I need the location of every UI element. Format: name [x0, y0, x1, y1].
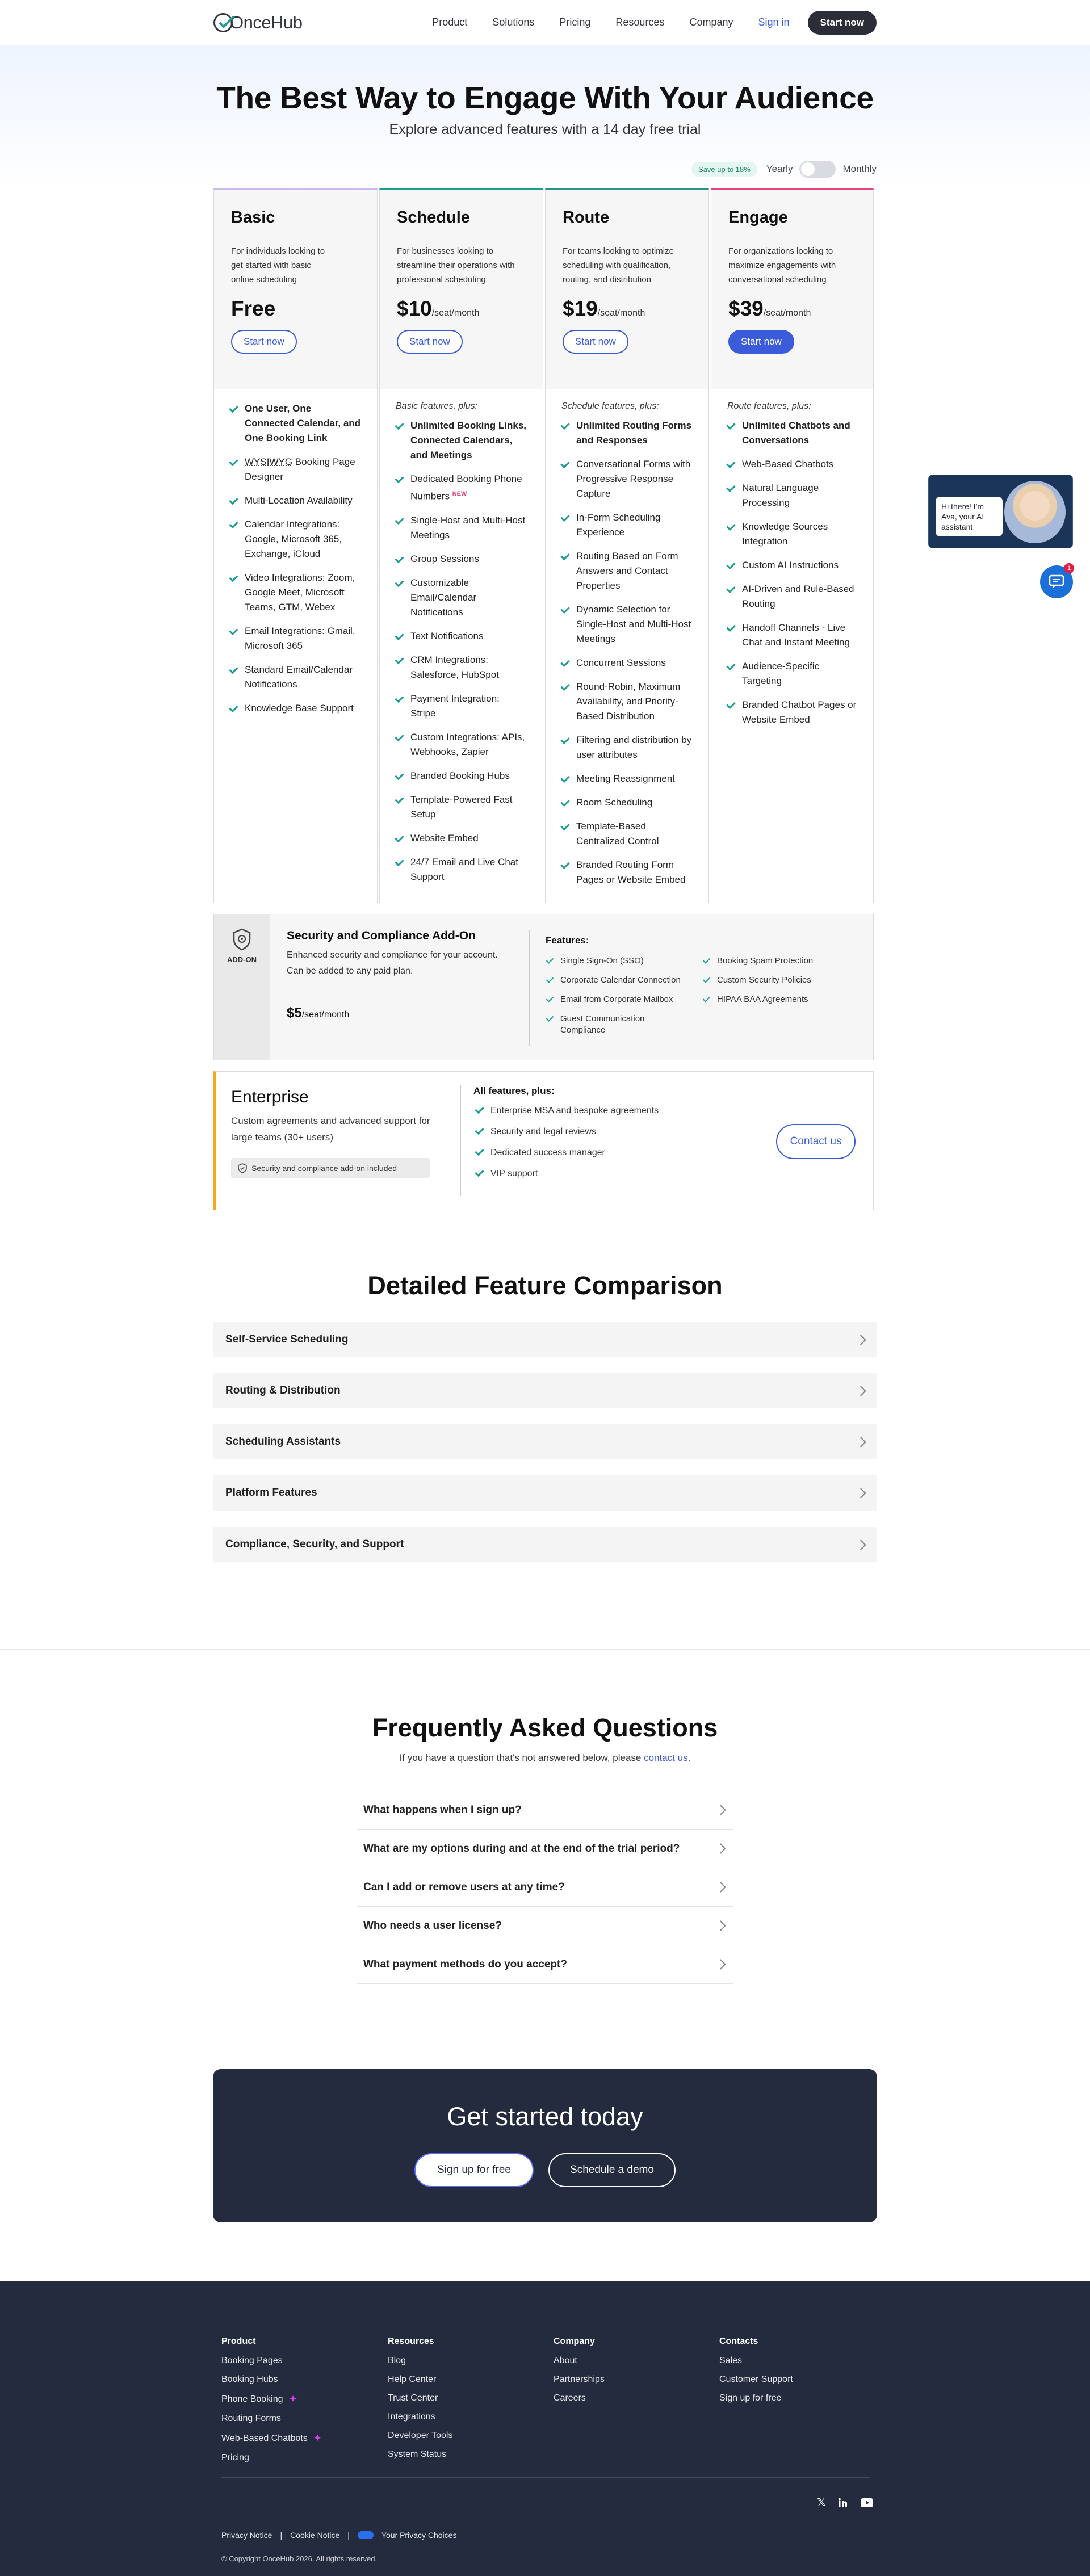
addon-title: Security and Compliance Add-On	[287, 929, 476, 942]
notification-badge: 1	[1064, 563, 1074, 573]
feature-text: Dedicated Booking Phone Numbers	[410, 473, 522, 502]
addon-features-title: Features:	[546, 935, 589, 946]
enterprise-feature: Enterprise MSA and bespoke agreements	[473, 1105, 756, 1117]
price-value: $19	[563, 297, 598, 320]
feature-item: Web-Based Chatbots	[727, 457, 857, 472]
assistant-avatar	[1004, 481, 1066, 543]
feature-item: Video Integrations: Zoom, Google Meet, Microsoft Teams, GTM, Webex	[230, 570, 361, 615]
feature-item: Multi-Location Availability	[230, 493, 361, 508]
enterprise-badge-text: Security and compliance add-on included	[251, 1164, 397, 1173]
feature-item: Room Scheduling	[561, 795, 693, 810]
plan-description: For organizations looking to maximize engagements with conversational scheduling	[728, 246, 836, 284]
footer-link[interactable]: Developer Tools	[388, 2431, 453, 2440]
faq-question: What happens when I sign up?	[363, 1803, 522, 1816]
footer-link[interactable]: Careers	[554, 2393, 586, 2403]
plan-name: Schedule	[397, 208, 470, 226]
footer	[0, 2281, 1090, 2576]
privacy-notice-link[interactable]: Privacy Notice	[221, 2531, 272, 2540]
footer-link[interactable]: Sign up for free	[719, 2393, 782, 2403]
nav-pricing[interactable]: Pricing	[559, 16, 591, 28]
feature-item: Single-Host and Multi-Host Meetings	[396, 513, 527, 543]
chevron-right-icon	[856, 1488, 866, 1498]
feature-item: Customizable Email/Calendar Notifications	[396, 576, 527, 620]
feature-item: Website Embed	[396, 831, 527, 846]
footer-link[interactable]: System Status	[388, 2449, 447, 2459]
feature-item: WYSIWYG Booking Page Designer	[230, 455, 361, 484]
addon-feature: HIPAA BAA Agreements	[702, 994, 850, 1005]
chevron-right-icon	[715, 1843, 726, 1853]
chevron-right-icon	[715, 1920, 726, 1931]
start-now-button[interactable]: Start now	[728, 330, 794, 354]
plan-header	[380, 190, 543, 389]
footer-link-text: Booking Hubs	[221, 2374, 278, 2384]
footer-link[interactable]: Sales	[719, 2356, 743, 2365]
plan-price	[397, 297, 526, 321]
price-unit: /seat/month	[597, 308, 645, 318]
social-links	[817, 2497, 873, 2508]
accordion-label: Compliance, Security, and Support	[225, 1538, 404, 1550]
footer-link[interactable]	[221, 2453, 322, 2463]
logo[interactable]	[213, 12, 302, 33]
plan-description: For businesses looking to streamline their operations with professional scheduling	[397, 246, 515, 284]
addon-feature: Booking Spam Protection	[702, 955, 850, 967]
chevron-right-icon	[715, 1805, 726, 1815]
yearly-label[interactable]: Yearly	[766, 163, 793, 174]
accordion-label: Routing & Distribution	[225, 1385, 341, 1396]
plan-features	[546, 389, 708, 909]
addon-price	[287, 1005, 512, 1021]
feature-item: CRM Integrations: Salesforce, HubSpot	[396, 653, 527, 682]
addon-feature: Corporate Calendar Connection	[546, 975, 702, 986]
contact-us-button[interactable]: Contact us	[776, 1124, 856, 1159]
price-unit: /seat/month	[431, 308, 480, 318]
plan-description: For teams looking to optimize scheduling with qualification, routing, and distribution	[563, 246, 674, 284]
faq-question: What payment methods do you accept?	[363, 1958, 567, 1970]
nav-resources[interactable]: Resources	[615, 16, 665, 28]
feature-item: Dynamic Selection for Single-Host and Multi-Host Meetings	[561, 602, 693, 647]
privacy-choices-link[interactable]: Your Privacy Choices	[381, 2531, 457, 2540]
addon-feature: Guest Communication Compliance	[546, 1013, 659, 1036]
youtube-icon[interactable]	[861, 2498, 873, 2507]
plan-intro: Basic features, plus:	[396, 401, 478, 411]
plan-name: Route	[563, 208, 610, 226]
chat-icon	[1049, 574, 1064, 589]
addon-price-value: $5	[287, 1005, 302, 1021]
feature-item: AI-Driven and Rule-Based Routing	[727, 582, 857, 611]
plan-price	[231, 297, 360, 321]
plan-header	[711, 190, 873, 389]
save-badge: Save up to 18%	[691, 162, 757, 177]
faq-item[interactable]	[357, 1830, 733, 1868]
privacy-choices-icon	[358, 2531, 374, 2539]
plan-features	[380, 389, 543, 906]
feature-item: Custom Integrations: APIs, Webhooks, Zapier	[396, 730, 527, 760]
footer-link-text: Phone Booking	[221, 2394, 283, 2404]
footer-column-contacts	[719, 2336, 793, 2412]
footer-link[interactable]: Blog	[388, 2356, 406, 2365]
nav-links	[432, 11, 877, 35]
footer-column-title: Resources	[388, 2336, 434, 2346]
copyright: © Copyright OnceHub 2026. All rights reserved.	[221, 2554, 378, 2563]
feature-item: Branded Booking Hubs	[396, 769, 527, 783]
start-now-button[interactable]: Start now	[231, 330, 297, 354]
chat-greeting-card[interactable]	[928, 475, 1073, 548]
enterprise-title: Enterprise	[231, 1088, 309, 1106]
accordion-label: Platform Features	[225, 1487, 317, 1499]
cta-buttons	[213, 2153, 877, 2187]
faq-item[interactable]	[357, 1907, 733, 1945]
chevron-right-icon	[856, 1386, 866, 1396]
wysiwyg-link[interactable]: WYSIWYG	[245, 456, 293, 467]
footer-link[interactable]: About	[554, 2356, 577, 2365]
footer-link[interactable]	[221, 2414, 322, 2424]
linkedin-icon[interactable]	[838, 2498, 848, 2508]
enterprise-main	[216, 1072, 460, 1210]
footer-column-title: Contacts	[719, 2336, 758, 2346]
feature-item: Knowledge Base Support	[230, 701, 361, 716]
x-icon[interactable]: 𝕏	[817, 2497, 825, 2508]
price-value: Free	[231, 297, 276, 320]
accordion-label: Scheduling Assistants	[225, 1436, 341, 1448]
plan-description: For individuals looking to get started with basic online scheduling	[231, 246, 325, 284]
comparison-title: Detailed Feature Comparison	[367, 1271, 723, 1300]
feature-item: Audience-Specific Targeting	[727, 659, 857, 689]
sparkle-icon: ✦	[313, 2432, 322, 2444]
footer-column-resources	[388, 2336, 452, 2468]
faq-question: What are my options during and at the end of the trial period?	[363, 1842, 680, 1855]
footer-link[interactable]	[221, 2356, 322, 2366]
feature-item: Branded Routing Form Pages or Website Embed	[561, 858, 693, 887]
chevron-right-icon	[856, 1539, 866, 1550]
page-title: The Best Way to Engage With Your Audience	[216, 80, 874, 115]
shield-icon	[232, 928, 251, 951]
feature-item: Group Sessions	[396, 552, 527, 567]
feature-item: Round-Robin, Maximum Availability, and Priority-Based Distribution	[561, 679, 693, 724]
enterprise-card	[213, 1071, 874, 1210]
shield-icon	[238, 1163, 247, 1173]
feature-item: Template-Based Centralized Control	[561, 819, 693, 849]
feature-item: Natural Language Processing	[727, 481, 857, 510]
addon-label: ADD-ON	[227, 955, 257, 964]
faq-subtitle	[0, 1752, 1090, 1764]
top-nav	[0, 0, 1090, 45]
feature-item: Meeting Reassignment	[561, 771, 693, 786]
comparison-accordion-item[interactable]	[213, 1424, 877, 1459]
feature-item: Text Notifications	[396, 629, 527, 644]
start-now-button[interactable]: Start now	[563, 330, 628, 354]
faq-item[interactable]	[357, 1945, 733, 1984]
addon-features	[529, 930, 847, 1046]
cta-title: Get started today	[447, 2102, 643, 2131]
pricing-plans	[213, 188, 874, 903]
plan-route	[545, 188, 709, 903]
footer-link[interactable]: Partnerships	[554, 2374, 605, 2384]
faq-sub-text: If you have a question that's not answered below, please	[399, 1752, 644, 1763]
plan-header	[546, 190, 708, 389]
chevron-right-icon	[715, 1882, 726, 1892]
feature-item: 24/7 Email and Live Chat Support	[396, 855, 527, 884]
plan-schedule	[379, 188, 543, 903]
addon-price-unit: /seat/month	[301, 1010, 350, 1020]
billing-toggle	[691, 161, 877, 178]
footer-link-text: Booking Pages	[221, 2356, 283, 2365]
footer-divider	[221, 2477, 870, 2478]
sign-in-link[interactable]: Sign in	[758, 16, 790, 28]
comparison-accordion-item[interactable]	[213, 1373, 877, 1408]
new-badge: NEW	[452, 490, 467, 497]
footer-link[interactable]: Help Center	[388, 2374, 437, 2384]
addon-feature: Email from Corporate Mailbox	[546, 994, 702, 1005]
comparison-accordion-item[interactable]	[213, 1527, 877, 1562]
feature-item: Handoff Channels - Live Chat and Instant Meeting	[727, 620, 857, 650]
plan-intro: Schedule features, plus:	[561, 401, 659, 411]
plan-features	[214, 389, 377, 737]
footer-legal	[221, 2531, 456, 2540]
feature-item: Payment Integration: Stripe	[396, 691, 527, 721]
feature-item: In-Form Scheduling Experience	[561, 510, 693, 540]
faq-title: Frequently Asked Questions	[372, 1713, 718, 1742]
footer-link[interactable]: Customer Support	[719, 2374, 793, 2384]
footer-link[interactable]: Trust Center	[388, 2393, 438, 2403]
separator: |	[347, 2531, 350, 2540]
plan-header	[214, 190, 377, 389]
addon-feature: Single Sign-On (SSO)	[546, 955, 702, 967]
price-value: $10	[397, 297, 432, 320]
logo-check-icon	[213, 13, 233, 32]
comparison-accordion-item[interactable]	[213, 1475, 877, 1511]
chevron-right-icon	[856, 1335, 866, 1345]
enterprise-feature: Security and legal reviews	[473, 1126, 756, 1138]
feature-item: Branded Chatbot Pages or Website Embed	[727, 698, 857, 727]
footer-link-text: Pricing	[221, 2453, 249, 2462]
plan-price	[728, 297, 856, 321]
enterprise-badge	[231, 1158, 430, 1178]
plan-features	[711, 389, 873, 749]
plan-basic	[213, 188, 378, 903]
accordion-label: Self-Service Scheduling	[225, 1333, 349, 1345]
footer-column-product	[221, 2336, 322, 2472]
footer-link[interactable]: Integrations	[388, 2412, 435, 2422]
footer-column-title: Product	[221, 2336, 256, 2346]
nav-product[interactable]: Product	[432, 16, 468, 28]
feature-item: Custom AI Instructions	[727, 558, 857, 573]
footer-link[interactable]	[221, 2374, 322, 2385]
chat-bubble: Hi there! I'm Ava, your AI assistant	[936, 497, 1003, 536]
feature-item: Knowledge Sources Integration	[727, 519, 857, 549]
plan-name: Basic	[231, 208, 275, 226]
enterprise-features	[460, 1085, 756, 1196]
faq-item[interactable]	[357, 1868, 733, 1907]
chevron-right-icon	[715, 1959, 726, 1969]
price-unit: /seat/month	[763, 308, 811, 318]
footer-link-text: Web-Based Chatbots	[221, 2433, 308, 2443]
nav-solutions[interactable]: Solutions	[492, 16, 535, 28]
faq-item[interactable]	[357, 1791, 733, 1830]
schedule-demo-button[interactable]: Schedule a demo	[548, 2153, 676, 2187]
feature-item: Unlimited Routing Forms and Responses	[561, 418, 693, 448]
feature-item: One User, One Connected Calendar, and One Booking Link	[230, 401, 361, 446]
feature-item: Template-Powered Fast Setup	[396, 792, 527, 822]
plan-name: Engage	[728, 208, 788, 226]
page-subtitle: Explore advanced features with a 14 day free trial	[389, 121, 701, 137]
chat-launcher-button[interactable]	[1040, 565, 1073, 598]
start-now-button[interactable]: Start now	[808, 11, 877, 35]
enterprise-description: Custom agreements and advanced support for large teams (30+ users)	[231, 1115, 430, 1143]
hero	[0, 45, 1090, 187]
feature-item: Concurrent Sessions	[561, 656, 693, 670]
chevron-right-icon	[856, 1437, 866, 1447]
billing-switch[interactable]	[799, 161, 836, 178]
cta-banner	[213, 2069, 877, 2222]
footer-column-company	[554, 2336, 605, 2412]
enterprise-feature: VIP support	[473, 1168, 756, 1180]
plan-engage	[711, 188, 874, 903]
enterprise-feature: Dedicated success manager	[473, 1147, 756, 1159]
feature-item: Unlimited Chatbots and Conversations	[727, 418, 857, 448]
faq-question: Who needs a user license?	[363, 1919, 502, 1932]
contact-us-link[interactable]: contact us	[644, 1752, 688, 1763]
start-now-button[interactable]: Start now	[397, 330, 463, 354]
feature-item: Calendar Integrations: Google, Microsoft 365, Exchange, iCloud	[230, 517, 361, 561]
feature-item	[396, 472, 527, 504]
faq-sub-end: .	[687, 1752, 691, 1763]
logo-text: OnceHub	[230, 12, 303, 32]
footer-column-title: Company	[554, 2336, 595, 2346]
enterprise-features-title: All features, plus:	[473, 1085, 555, 1096]
footer-link-text: Routing Forms	[221, 2414, 281, 2423]
addon-feature: Custom Security Policies	[702, 975, 850, 986]
sign-up-button[interactable]: Sign up for free	[414, 2153, 534, 2187]
feature-item: Filtering and distribution by user attributes	[561, 733, 693, 762]
faq-question: Can I add or remove users at any time?	[363, 1881, 565, 1893]
feature-item: Unlimited Booking Links, Connected Calendars, and Meetings	[396, 418, 527, 463]
plan-intro: Route features, plus:	[727, 401, 811, 411]
footer-link[interactable]	[221, 2393, 322, 2405]
addon-main	[270, 914, 529, 1060]
addon-description: Enhanced security and compliance for your account. Can be added to any paid plan.	[287, 950, 498, 976]
feature-item: Standard Email/Calendar Notifications	[230, 662, 361, 692]
plan-price	[563, 297, 691, 321]
feature-item: Conversational Forms with Progressive Response Capture	[561, 457, 693, 501]
separator: |	[280, 2531, 283, 2540]
addon-side	[214, 914, 270, 1060]
price-value: $39	[728, 297, 764, 320]
sparkle-icon: ✦	[288, 2393, 297, 2405]
nav-company[interactable]: Company	[689, 16, 733, 28]
feature-item: Routing Based on Form Answers and Contact Properties	[561, 549, 693, 593]
addon-card	[213, 914, 874, 1060]
comparison-accordion-item[interactable]	[213, 1322, 877, 1357]
footer-link[interactable]	[221, 2432, 322, 2444]
feature-item: Email Integrations: Gmail, Microsoft 365	[230, 624, 361, 653]
cookie-notice-link[interactable]: Cookie Notice	[290, 2531, 340, 2540]
monthly-label[interactable]: Monthly	[842, 163, 877, 174]
section-divider	[0, 1649, 1090, 1650]
